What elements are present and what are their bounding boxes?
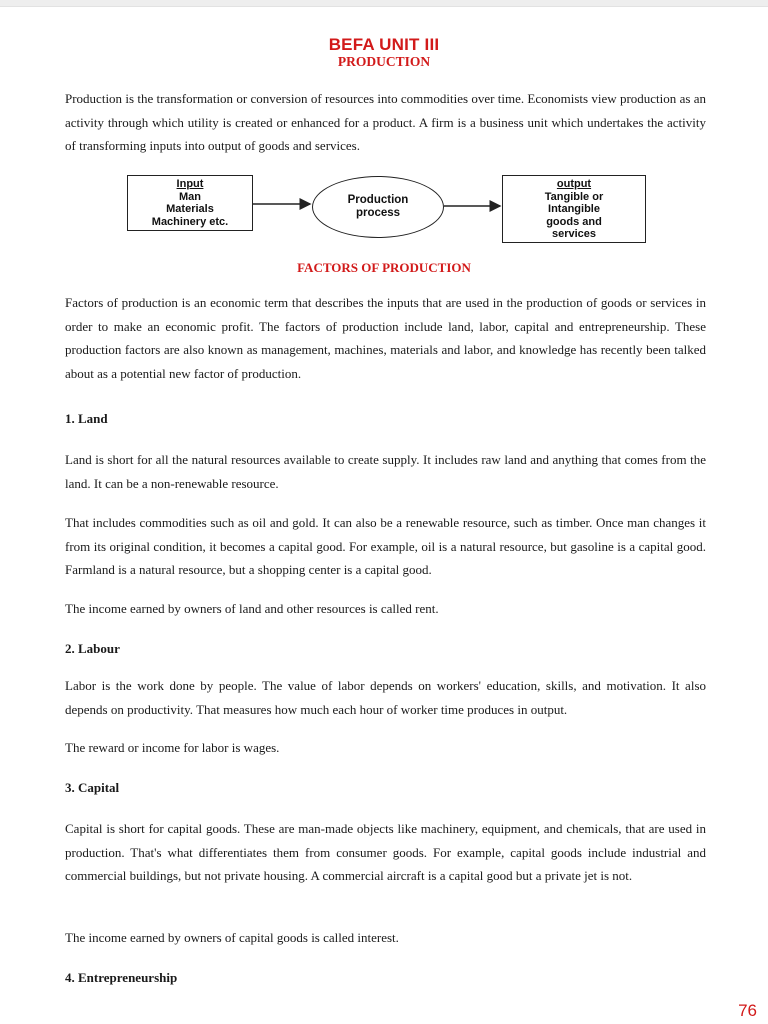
intro-paragraph: Production is the transformation or conversion of resources into commodities over time. Economists view production as an activity through which utility is created or enhanced for a product. A firm is a business unit which undertakes the activity of transforming inputs into output of goods and services.: [65, 91, 706, 153]
input-line: Man: [179, 190, 201, 203]
capital-paragraph-1: Capital is short for capital goods. These are man-made objects like machinery, equipment, and chemicals, that are used in production. That's what differentiates them from consumer goods. For example, capital goods include industrial and commercial buildings, but not private housing. A commercial aircraft is a capital good but a private jet is not.: [65, 821, 706, 883]
factors-title: FACTORS OF PRODUCTION: [297, 260, 471, 275]
labour-heading: 2. Labour: [65, 641, 120, 656]
page-title: BEFA UNIT III: [328, 35, 440, 54]
land-paragraph-2: That includes commodities such as oil and gold. It can also be a renewable resource, such as timber. Once man changes it from its original condition, it becomes a capital good. For example, oil is a natural resource, but gasoline is a capital good. Farmland is a natural resource, but a shopping center is a capital good.: [65, 515, 706, 577]
input-box: [127, 175, 253, 231]
labour-paragraph-1: Labor is the work done by people. The value of labor depends on workers' education, skills, and motivation. It also depends on productivity. That measures how much each hour of worker time produces in output.: [65, 678, 706, 717]
land-paragraph-1: Land is short for all the natural resources available to create supply. It includes raw land and anything that comes from the land. It can be a non-renewable resource.: [65, 452, 706, 491]
labour-paragraph-2: The reward or income for labor is wages.: [65, 740, 280, 755]
land-paragraph-3: The income earned by owners of land and other resources is called rent.: [65, 601, 439, 616]
page-subtitle: PRODUCTION: [337, 54, 431, 69]
factors-paragraph: Factors of production is an economic term that describes the inputs that are used in the production of goods or services in order to make an economic profit. The factors of production include land, labor, capital and entrepreneurship. These production factors are also known as management, machines, materials and labor, and knowledge has recently been talked about as a potential new factor of production.: [65, 295, 706, 381]
process-ellipse: [312, 176, 444, 238]
page-number: 76: [738, 1001, 757, 1020]
output-line: services: [551, 228, 597, 240]
output-line: goods and: [546, 215, 602, 228]
input-line: Materials: [166, 203, 214, 215]
output-title: output: [556, 178, 592, 190]
top-border: [0, 0, 768, 7]
land-heading: 1. Land: [65, 411, 108, 426]
output-line: Tangible or: [544, 190, 604, 203]
input-line: Machinery etc.: [151, 215, 229, 228]
process-line: process: [355, 207, 401, 219]
entrepreneurship-heading: 4. Entrepreneurship: [65, 970, 178, 985]
capital-paragraph-2: The income earned by owners of capital goods is called interest.: [65, 930, 399, 945]
capital-heading: 3. Capital: [65, 780, 120, 795]
output-line: Intangible: [548, 203, 600, 215]
production-diagram: [120, 170, 660, 245]
input-title: Input: [176, 178, 204, 190]
process-line: Production: [347, 194, 409, 206]
output-box: [502, 175, 646, 243]
